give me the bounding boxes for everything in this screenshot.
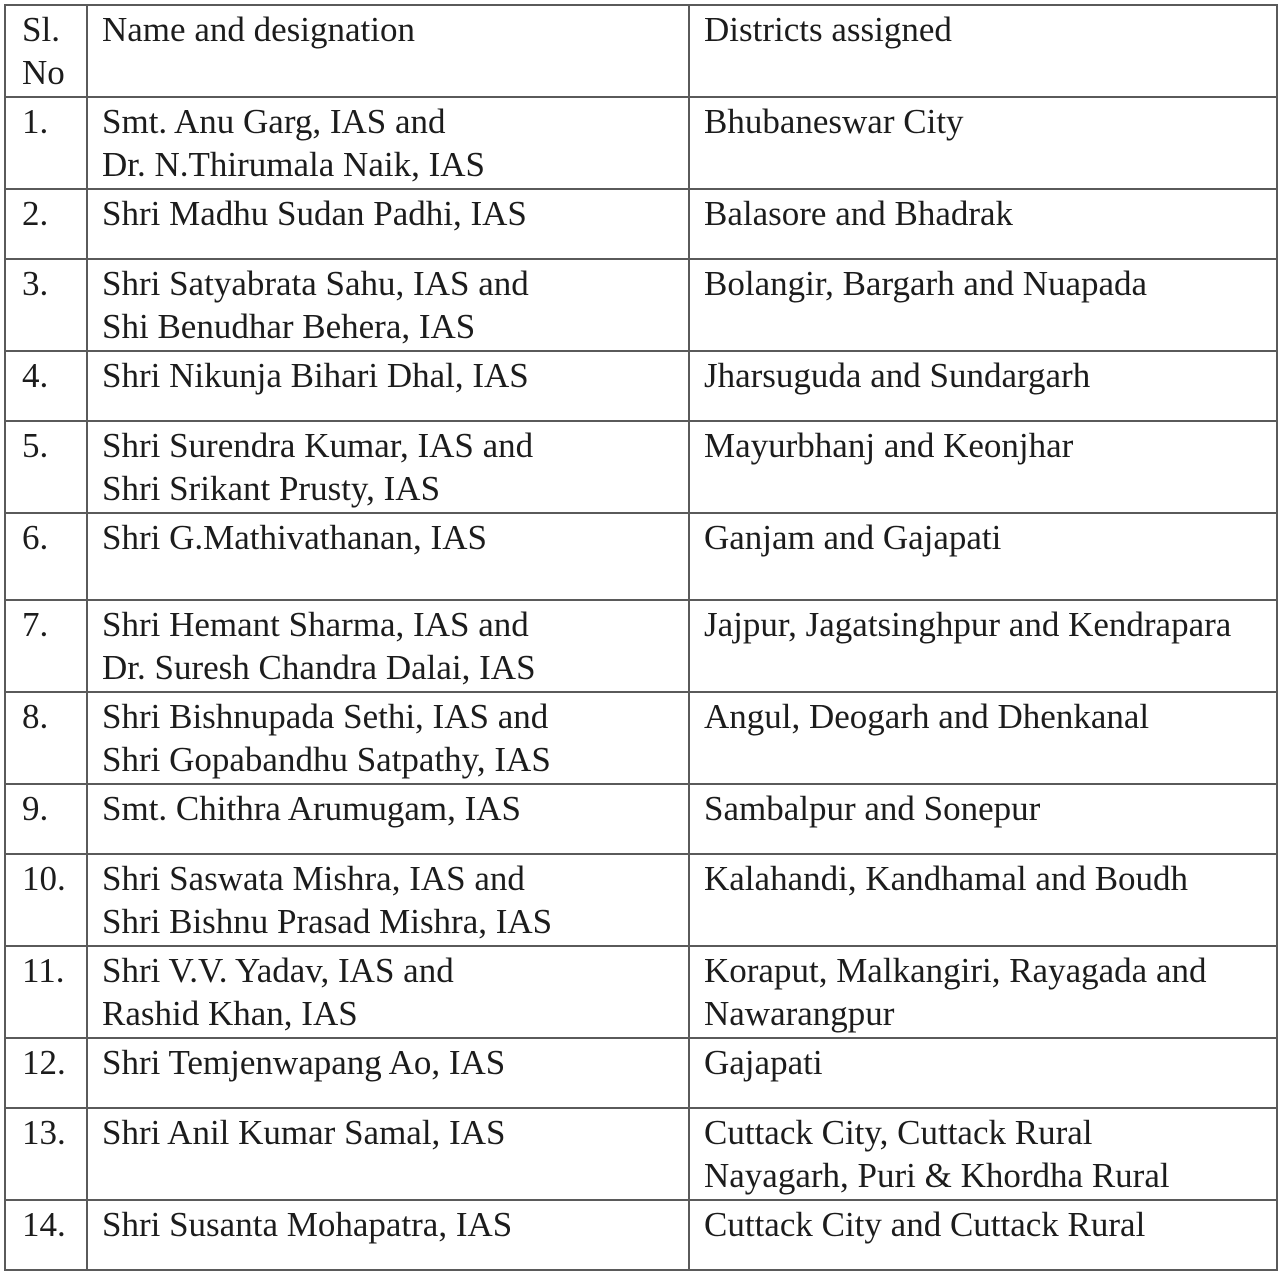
table-row bbox=[5, 513, 1277, 600]
cell-districts: Sambalpur and Sonepur bbox=[689, 784, 1277, 854]
cell-name: Smt. Chithra Arumugam, IAS bbox=[87, 784, 689, 854]
cell-name: Shri Hemant Sharma, IAS and Dr. Suresh Chandra Dalai, IAS bbox=[87, 600, 689, 692]
cell-name: Shri Surendra Kumar, IAS and Shri Srikant Prusty, IAS bbox=[87, 421, 689, 513]
table-row bbox=[5, 600, 1277, 692]
cell-sl-no: 2. bbox=[5, 189, 87, 259]
cell-name: Shri Temjenwapang Ao, IAS bbox=[87, 1038, 689, 1108]
table-row bbox=[5, 421, 1277, 513]
cell-name: Shri V.V. Yadav, IAS and Rashid Khan, IAS bbox=[87, 946, 689, 1038]
cell-districts: Ganjam and Gajapati bbox=[689, 513, 1277, 600]
cell-districts: Cuttack City, Cuttack Rural Nayagarh, Puri & Khordha Rural bbox=[689, 1108, 1277, 1200]
cell-sl-no: 5. bbox=[5, 421, 87, 513]
header-sl-no: Sl. No bbox=[5, 5, 87, 97]
cell-sl-no: 10. bbox=[5, 854, 87, 946]
table-row bbox=[5, 259, 1277, 351]
cell-name: Shri Saswata Mishra, IAS and Shri Bishnu Prasad Mishra, IAS bbox=[87, 854, 689, 946]
table-row bbox=[5, 854, 1277, 946]
cell-name: Shri Bishnupada Sethi, IAS and Shri Gopabandhu Satpathy, IAS bbox=[87, 692, 689, 784]
cell-sl-no: 7. bbox=[5, 600, 87, 692]
cell-districts: Mayurbhanj and Keonjhar bbox=[689, 421, 1277, 513]
cell-name: Shri G.Mathivathanan, IAS bbox=[87, 513, 689, 600]
cell-districts: Gajapati bbox=[689, 1038, 1277, 1108]
cell-sl-no: 12. bbox=[5, 1038, 87, 1108]
cell-districts: Angul, Deogarh and Dhenkanal bbox=[689, 692, 1277, 784]
cell-name: Shri Nikunja Bihari Dhal, IAS bbox=[87, 351, 689, 421]
cell-districts: Jharsuguda and Sundargarh bbox=[689, 351, 1277, 421]
cell-name: Shri Madhu Sudan Padhi, IAS bbox=[87, 189, 689, 259]
cell-districts: Balasore and Bhadrak bbox=[689, 189, 1277, 259]
cell-sl-no: 3. bbox=[5, 259, 87, 351]
cell-districts: Koraput, Malkangiri, Rayagada and Nawarangpur bbox=[689, 946, 1277, 1038]
table-row bbox=[5, 97, 1277, 189]
cell-sl-no: 4. bbox=[5, 351, 87, 421]
cell-districts: Jajpur, Jagatsinghpur and Kendrapara bbox=[689, 600, 1277, 692]
cell-name: Shri Satyabrata Sahu, IAS and Shi Benudhar Behera, IAS bbox=[87, 259, 689, 351]
table-row bbox=[5, 189, 1277, 259]
cell-name: Shri Anil Kumar Samal, IAS bbox=[87, 1108, 689, 1200]
table-row bbox=[5, 1200, 1277, 1270]
officers-districts-table bbox=[4, 4, 1278, 1271]
cell-districts: Cuttack City and Cuttack Rural bbox=[689, 1200, 1277, 1270]
cell-sl-no: 8. bbox=[5, 692, 87, 784]
table-row bbox=[5, 351, 1277, 421]
table-header-row bbox=[5, 5, 1277, 97]
cell-name: Smt. Anu Garg, IAS and Dr. N.Thirumala Naik, IAS bbox=[87, 97, 689, 189]
header-districts-assigned: Districts assigned bbox=[689, 5, 1277, 97]
cell-name: Shri Susanta Mohapatra, IAS bbox=[87, 1200, 689, 1270]
header-name-designation: Name and designation bbox=[87, 5, 689, 97]
cell-sl-no: 6. bbox=[5, 513, 87, 600]
table-row bbox=[5, 784, 1277, 854]
cell-sl-no: 1. bbox=[5, 97, 87, 189]
table-row bbox=[5, 946, 1277, 1038]
cell-districts: Kalahandi, Kandhamal and Boudh bbox=[689, 854, 1277, 946]
cell-districts: Bhubaneswar City bbox=[689, 97, 1277, 189]
cell-sl-no: 9. bbox=[5, 784, 87, 854]
cell-sl-no: 14. bbox=[5, 1200, 87, 1270]
table-row bbox=[5, 692, 1277, 784]
table-row bbox=[5, 1038, 1277, 1108]
table-row bbox=[5, 1108, 1277, 1200]
cell-sl-no: 13. bbox=[5, 1108, 87, 1200]
cell-districts: Bolangir, Bargarh and Nuapada bbox=[689, 259, 1277, 351]
cell-sl-no: 11. bbox=[5, 946, 87, 1038]
